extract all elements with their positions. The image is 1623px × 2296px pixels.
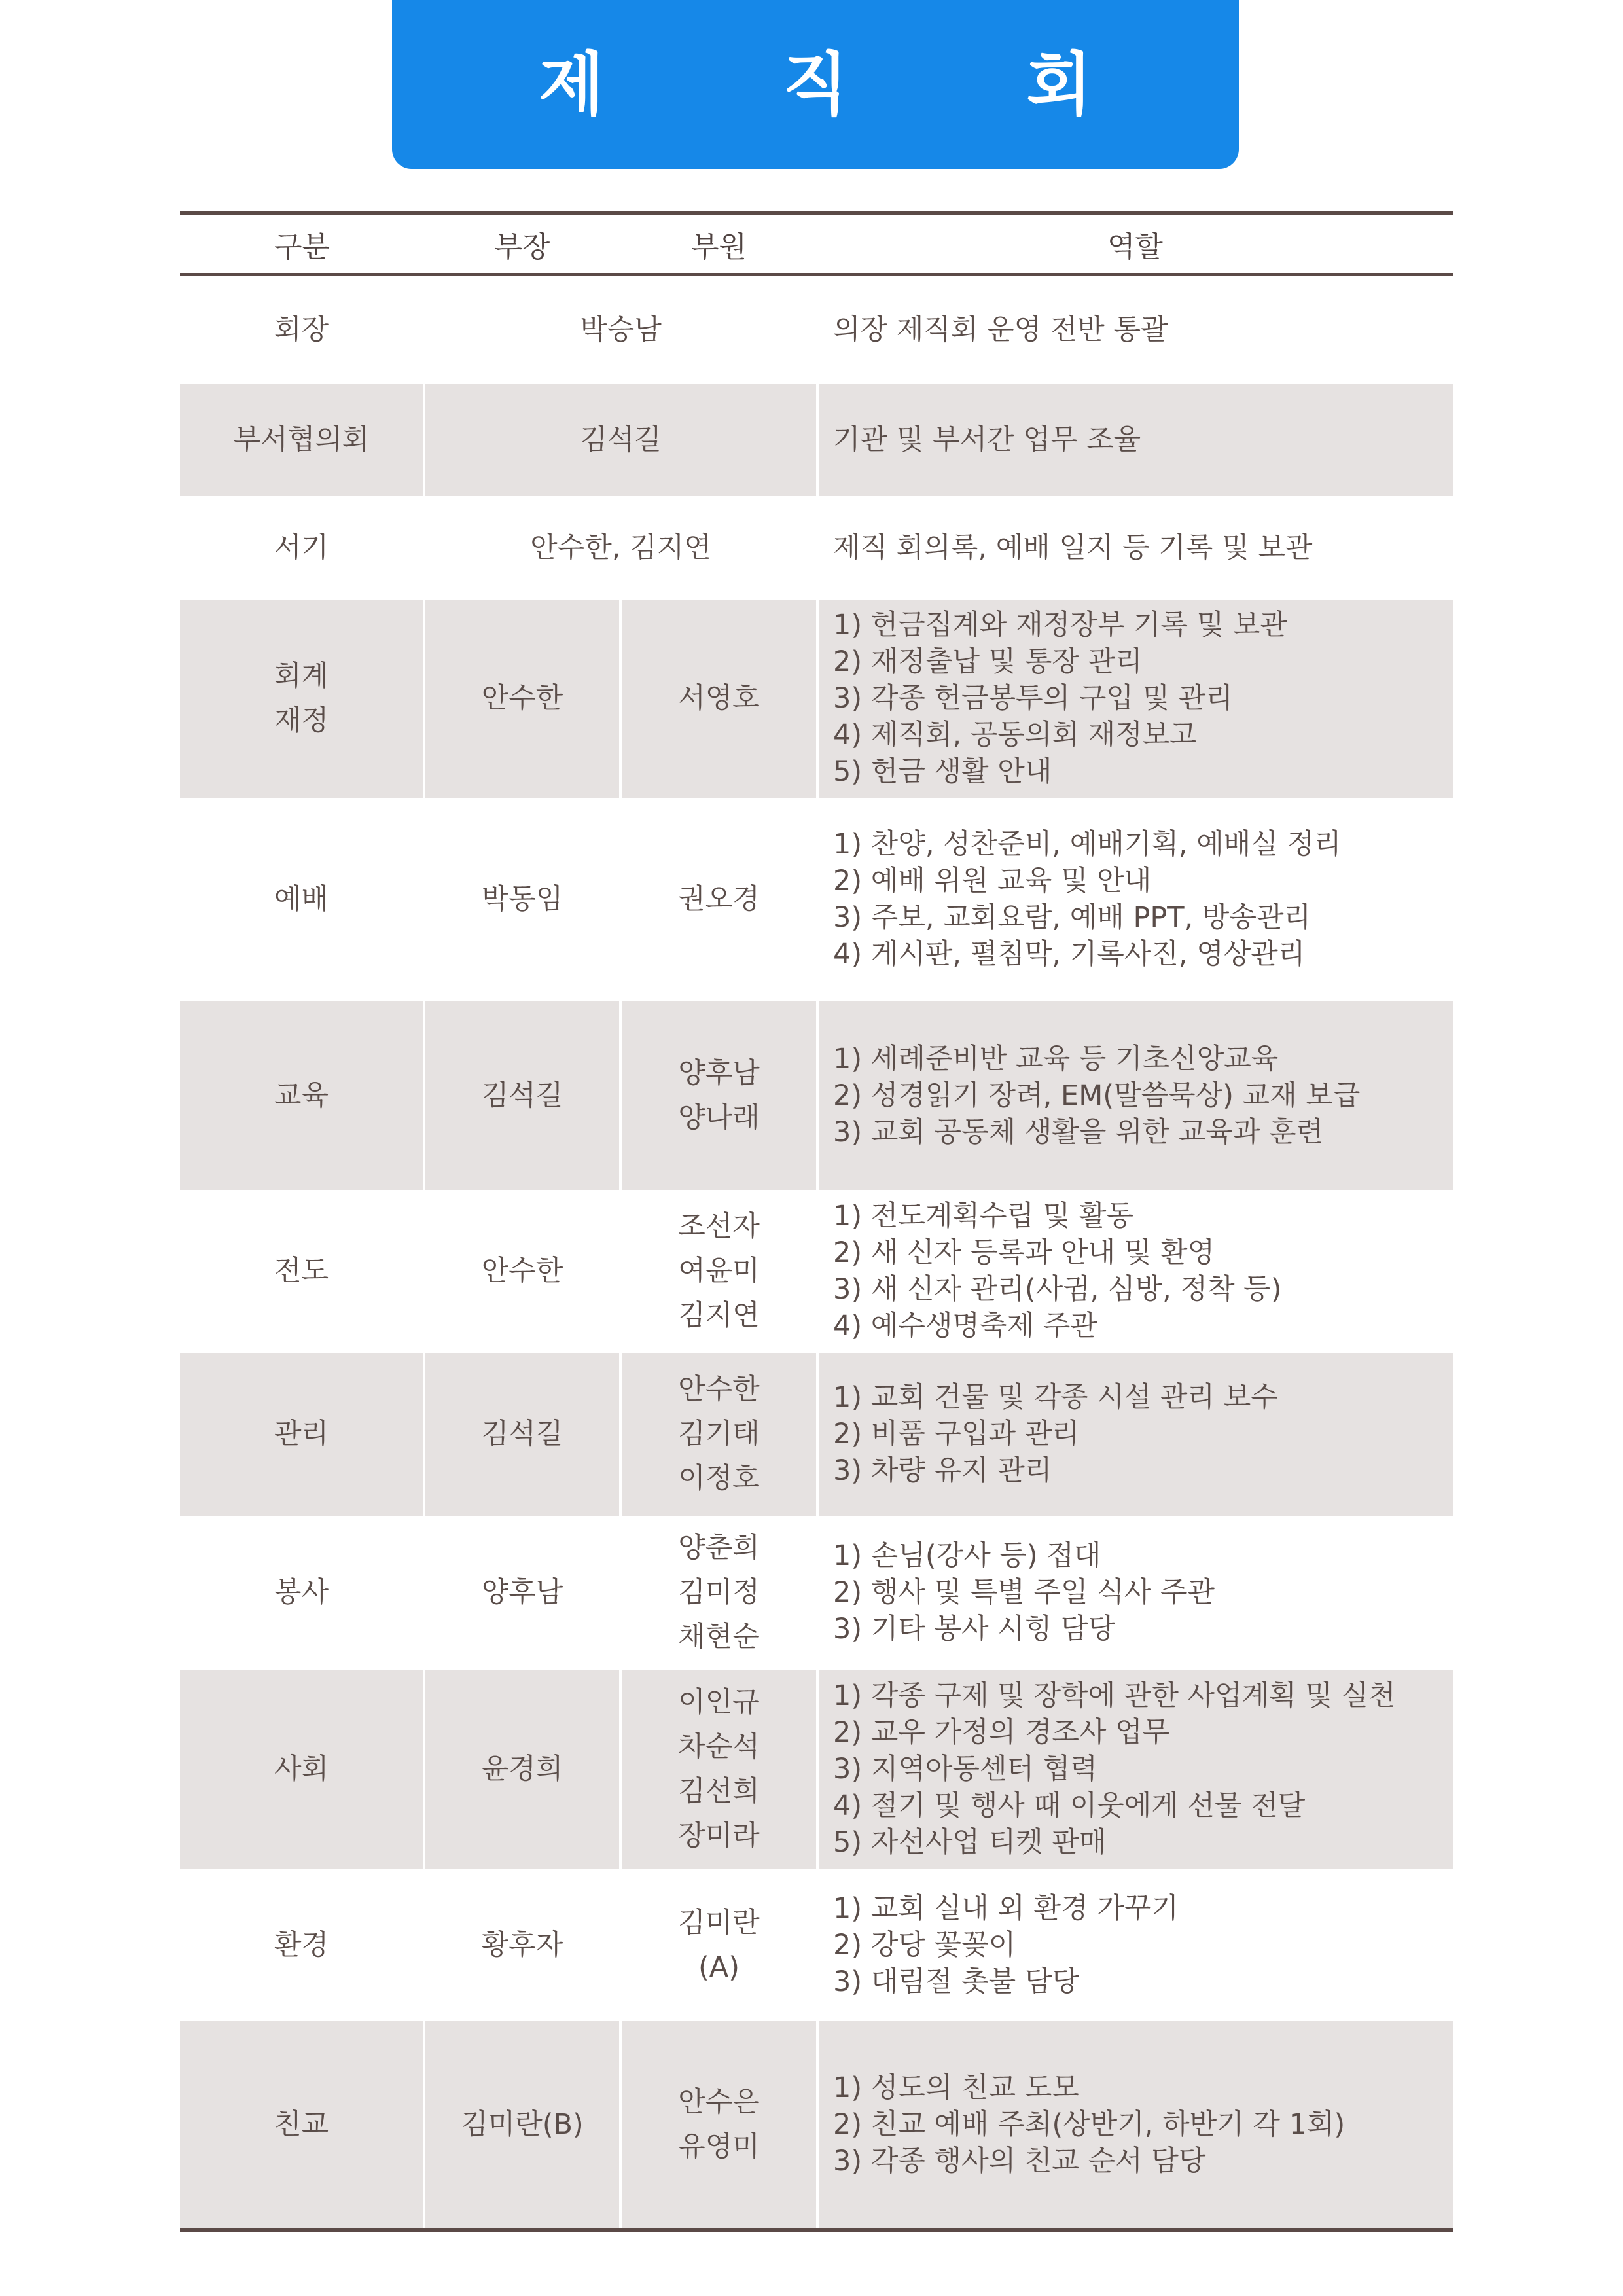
table-row <box>180 1190 1453 1353</box>
table-row <box>180 1869 1453 2021</box>
role-line: 2) 성경읽기 장려, EM(말씀묵상) 교재 보급 <box>833 1079 1361 1112</box>
member-name: 양후남 <box>678 1056 760 1090</box>
role-line: 1) 손님(강사 등) 접대 <box>833 1539 1101 1572</box>
role-line: 5) 자선사업 티켓 판매 <box>833 1826 1107 1859</box>
committee-table <box>180 211 1453 2232</box>
role-line: 5) 헌금 생활 안내 <box>833 755 1052 788</box>
table-body <box>180 275 1453 2230</box>
role-line: 1) 교회 건물 및 각종 시설 관리 보수 <box>833 1381 1278 1414</box>
category-label: 관리 <box>274 1418 329 1450</box>
role-cell <box>817 2021 1453 2230</box>
table-row <box>180 2021 1453 2230</box>
role-line: 3) 지역아동센터 협력 <box>833 1753 1097 1785</box>
member-name: 김미정 <box>678 1576 760 1609</box>
members-cell <box>620 600 817 798</box>
members-cell <box>620 1001 817 1190</box>
title-banner <box>392 0 1239 169</box>
category-cell <box>180 1670 424 1869</box>
member-name: 안수은 <box>678 2085 760 2119</box>
category-label: 서기 <box>274 531 329 564</box>
role-line: 3) 차량 유지 관리 <box>833 1454 1052 1487</box>
role-cell <box>817 1353 1453 1516</box>
table-row <box>180 1670 1453 1869</box>
role-cell <box>817 384 1453 496</box>
category-cell <box>180 1001 424 1190</box>
member-name: 이정호 <box>678 1462 760 1495</box>
members-cell <box>620 1516 817 1670</box>
category-cell <box>180 600 424 798</box>
role-line: 1) 세례준비반 교육 등 기초신앙교육 <box>833 1042 1279 1075</box>
role-line: 2) 친교 예배 주최(상반기, 하반기 각 1회) <box>833 2108 1346 2141</box>
member-name: 양춘희 <box>678 1532 760 1564</box>
category-cell <box>180 275 424 384</box>
leader-cell: 윤경희 <box>424 1670 620 1869</box>
leader-cell: 김석길 <box>424 1001 620 1190</box>
table-row <box>180 1001 1453 1190</box>
role-line: 3) 각종 헌금봉투의 구입 및 관리 <box>833 682 1233 715</box>
role-cell <box>817 1190 1453 1353</box>
member-name: 유영미 <box>678 2130 760 2163</box>
role-line: 기관 및 부서간 업무 조율 <box>833 423 1141 456</box>
member-name: 김선희 <box>678 1775 760 1808</box>
header-role: 역할 <box>817 213 1453 275</box>
role-line: 2) 행사 및 특별 주일 식사 주관 <box>833 1576 1215 1609</box>
category-cell <box>180 1516 424 1670</box>
member-name: 김미란 <box>678 1906 760 1939</box>
members-cell <box>620 1670 817 1869</box>
member-name: 양나래 <box>678 1101 760 1134</box>
role-line: 3) 교회 공동체 생활을 위한 교육과 훈련 <box>833 1115 1324 1149</box>
category-label: 교육 <box>274 1079 329 1112</box>
table-row <box>180 384 1453 496</box>
table-header-row <box>180 213 1453 275</box>
role-line: 4) 예수생명축제 주관 <box>833 1310 1097 1342</box>
role-line: 4) 게시판, 펼침막, 기록사진, 영상관리 <box>833 938 1306 971</box>
leader-cell: 김석길 <box>424 1353 620 1516</box>
role-line: 1) 헌금집계와 재정장부 기록 및 보관 <box>833 609 1288 641</box>
role-line: 3) 대림절 촛불 담당 <box>833 1965 1079 1998</box>
leader-cell: 김석길 <box>424 384 817 496</box>
role-line: 2) 비품 구입과 관리 <box>833 1418 1079 1450</box>
category-label: 사회 <box>274 1753 329 1785</box>
category-label: 재정 <box>274 704 329 737</box>
table-row <box>180 1353 1453 1516</box>
role-line: 3) 새 신자 관리(사귐, 심방, 정착 등) <box>833 1273 1282 1306</box>
leader-cell: 안수한 <box>424 600 620 798</box>
leader-cell: 김미란(B) <box>424 2021 620 2230</box>
leader-cell: 안수한 <box>424 1190 620 1353</box>
member-name: 차순석 <box>678 1731 760 1763</box>
member-name: 권오경 <box>678 883 760 916</box>
leader-cell: 박승남 <box>424 275 817 384</box>
members-cell <box>620 1190 817 1353</box>
members-cell <box>620 2021 817 2230</box>
role-line: 3) 주보, 교회요람, 예배 PPT, 방송관리 <box>833 901 1311 934</box>
role-cell <box>817 798 1453 1001</box>
category-label: 환경 <box>274 1928 329 1962</box>
role-line: 2) 강당 꽃꽂이 <box>833 1928 1016 1962</box>
role-cell <box>817 600 1453 798</box>
category-cell <box>180 1353 424 1516</box>
role-cell <box>817 275 1453 384</box>
category-label: 전도 <box>274 1255 329 1287</box>
category-cell <box>180 384 424 496</box>
leader-cell: 안수한, 김지연 <box>424 496 817 600</box>
category-label: 봉사 <box>274 1576 329 1609</box>
role-line: 2) 새 신자 등록과 안내 및 환영 <box>833 1236 1215 1269</box>
member-name: 장미라 <box>678 1820 760 1852</box>
role-line: 2) 재정출납 및 통장 관리 <box>833 645 1143 678</box>
role-line: 3) 각종 행사의 친교 순서 담당 <box>833 2144 1206 2178</box>
member-name: 서영호 <box>678 682 760 715</box>
table-row <box>180 496 1453 600</box>
leader-cell: 박동임 <box>424 798 620 1001</box>
role-line: 4) 제직회, 공동의회 재정보고 <box>833 719 1197 751</box>
role-line: 제직 회의록, 예배 일지 등 기록 및 보관 <box>833 531 1313 564</box>
page-title: 제 직 회 <box>539 45 1169 124</box>
role-line: 1) 교회 실내 외 환경 가꾸기 <box>833 1892 1179 1925</box>
member-name: 안수한 <box>678 1373 760 1406</box>
category-label: 부서협의회 <box>233 423 370 456</box>
role-line: 1) 각종 구제 및 장학에 관한 사업계획 및 실천 <box>833 1679 1396 1712</box>
role-line: 의장 제직회 운영 전반 통괄 <box>833 313 1168 346</box>
leader-cell: 양후남 <box>424 1516 620 1670</box>
role-cell <box>817 1869 1453 2021</box>
leader-cell: 황후자 <box>424 1869 620 2021</box>
header-leader: 부장 <box>424 213 620 275</box>
members-cell <box>620 798 817 1001</box>
role-cell <box>817 496 1453 600</box>
members-cell <box>620 1353 817 1516</box>
role-line: 1) 찬양, 성찬준비, 예배기획, 예배실 정리 <box>833 828 1342 861</box>
role-line: 4) 절기 및 행사 때 이웃에게 선물 전달 <box>833 1789 1306 1822</box>
header-members: 부원 <box>620 213 817 275</box>
role-cell <box>817 1001 1453 1190</box>
member-name: (A) <box>698 1950 740 1984</box>
table-row <box>180 1516 1453 1670</box>
table-row <box>180 600 1453 798</box>
member-name: 김지연 <box>678 1299 760 1332</box>
category-label: 회장 <box>274 313 329 346</box>
role-line: 2) 예배 위원 교육 및 안내 <box>833 865 1152 897</box>
role-line: 1) 성도의 친교 도모 <box>833 2071 1079 2104</box>
category-cell <box>180 2021 424 2230</box>
category-label: 친교 <box>274 2108 329 2141</box>
role-cell <box>817 1516 1453 1670</box>
category-label: 예배 <box>274 883 329 916</box>
members-cell <box>620 1869 817 2021</box>
member-name: 이인규 <box>678 1686 760 1719</box>
category-cell <box>180 1869 424 2021</box>
role-line: 3) 기타 봉사 시힝 담당 <box>833 1613 1116 1645</box>
role-line: 2) 교우 가정의 경조사 업무 <box>833 1716 1170 1749</box>
category-cell <box>180 1190 424 1353</box>
role-cell <box>817 1670 1453 1869</box>
role-line: 1) 전도계획수립 및 활동 <box>833 1200 1133 1232</box>
category-cell <box>180 496 424 600</box>
member-name: 여윤미 <box>678 1255 760 1287</box>
header-category: 구분 <box>180 213 424 275</box>
table-row <box>180 275 1453 384</box>
member-name: 김기태 <box>678 1418 760 1450</box>
table-row <box>180 798 1453 1001</box>
member-name: 조선자 <box>678 1210 760 1243</box>
category-cell <box>180 798 424 1001</box>
category-label: 회계 <box>274 660 329 692</box>
member-name: 채현순 <box>678 1621 760 1653</box>
